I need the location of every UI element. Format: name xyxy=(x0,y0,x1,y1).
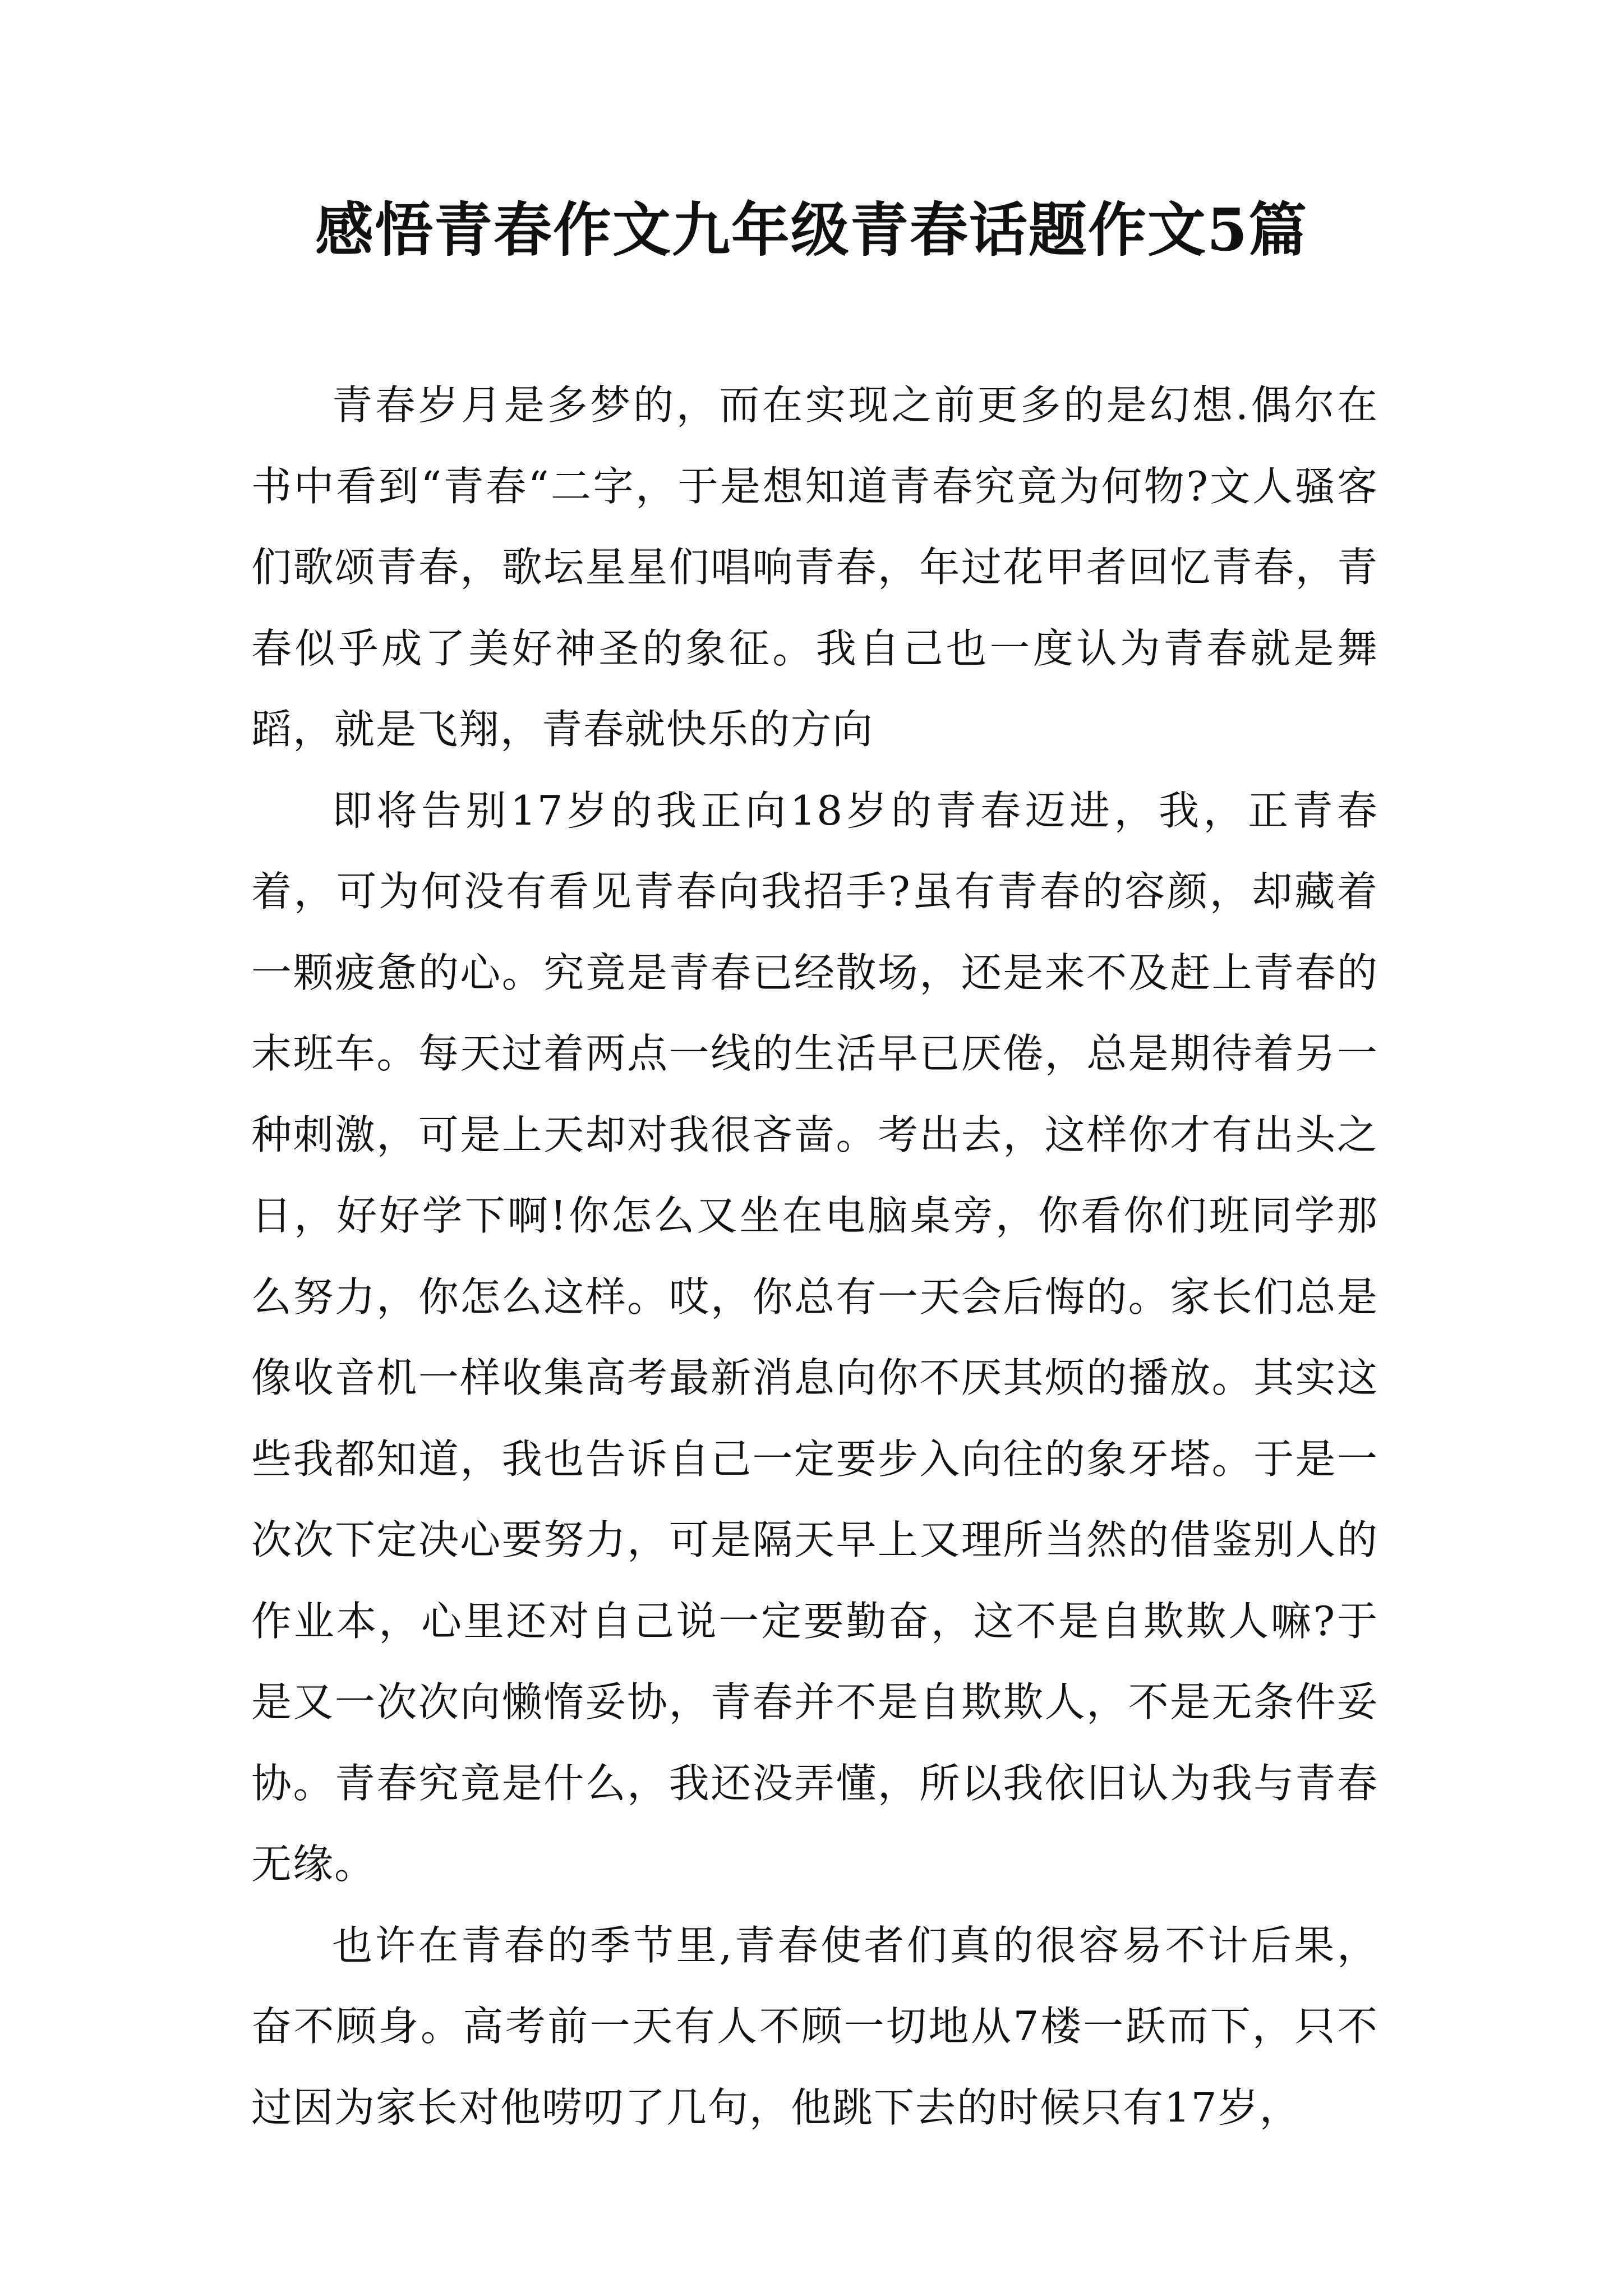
paragraph-3: 也许在青春的季节里,青春使者们真的很容易不计后果，奋不顾身。高考前一天有人不顾一切地从7楼一跃而下，只不过因为家长对他唠叨了几句，他跳下去的时候只有17岁， xyxy=(251,1921,1378,2131)
paragraph-2: 即将告别17岁的我正向18岁的青春迈进，我，正青春着，可为何没有看见青春向我招手?虽有青春的容颜，却藏着一颗疲惫的心。究竟是青春已经散场，还是来不及赶上青春的末班车。每天过着两点一线的生活早已厌倦，总是期待着另一种刺激，可是上天却对我很吝啬。考出去，这样你才有出头之日，好好学下啊!你怎么又坐在电脑桌旁，你看你们班同学那么努力，你怎么这样。哎，你总有一天会后悔的。家长们总是像收音机一样收集高考最新消息向你不厌其烦的播放。其实这些我都知道，我也告诉自己一定要步入向往的象牙塔。于是一次次下定决心要努力，可是隔天早上又理所当然的借鉴别人的作业本，心里还对自己说一定要勤奋，这不是自欺欺人嘛?于是又一次次向懒惰妥协，青春并不是自欺欺人，不是无条件妥协。青春究竟是什么，我还没弄懂，所以我依旧认为我与青春无缘。 xyxy=(251,786,1378,1888)
document-body xyxy=(251,365,1378,2148)
paragraph-1: 青春岁月是多梦的，而在实现之前更多的是幻想.偶尔在书中看到“青春“二字，于是想知道青春究竟为何物?文人骚客们歌颂青春，歌坛星星们唱响青春，年过花甲者回忆青春，青春似乎成了美好神圣的象征。我自己也一度认为青春就是舞蹈，就是飞翔，青春就快乐的方向 xyxy=(251,381,1378,753)
document-title: 感悟青春作文九年级青春话题作文5篇 xyxy=(315,195,1308,264)
